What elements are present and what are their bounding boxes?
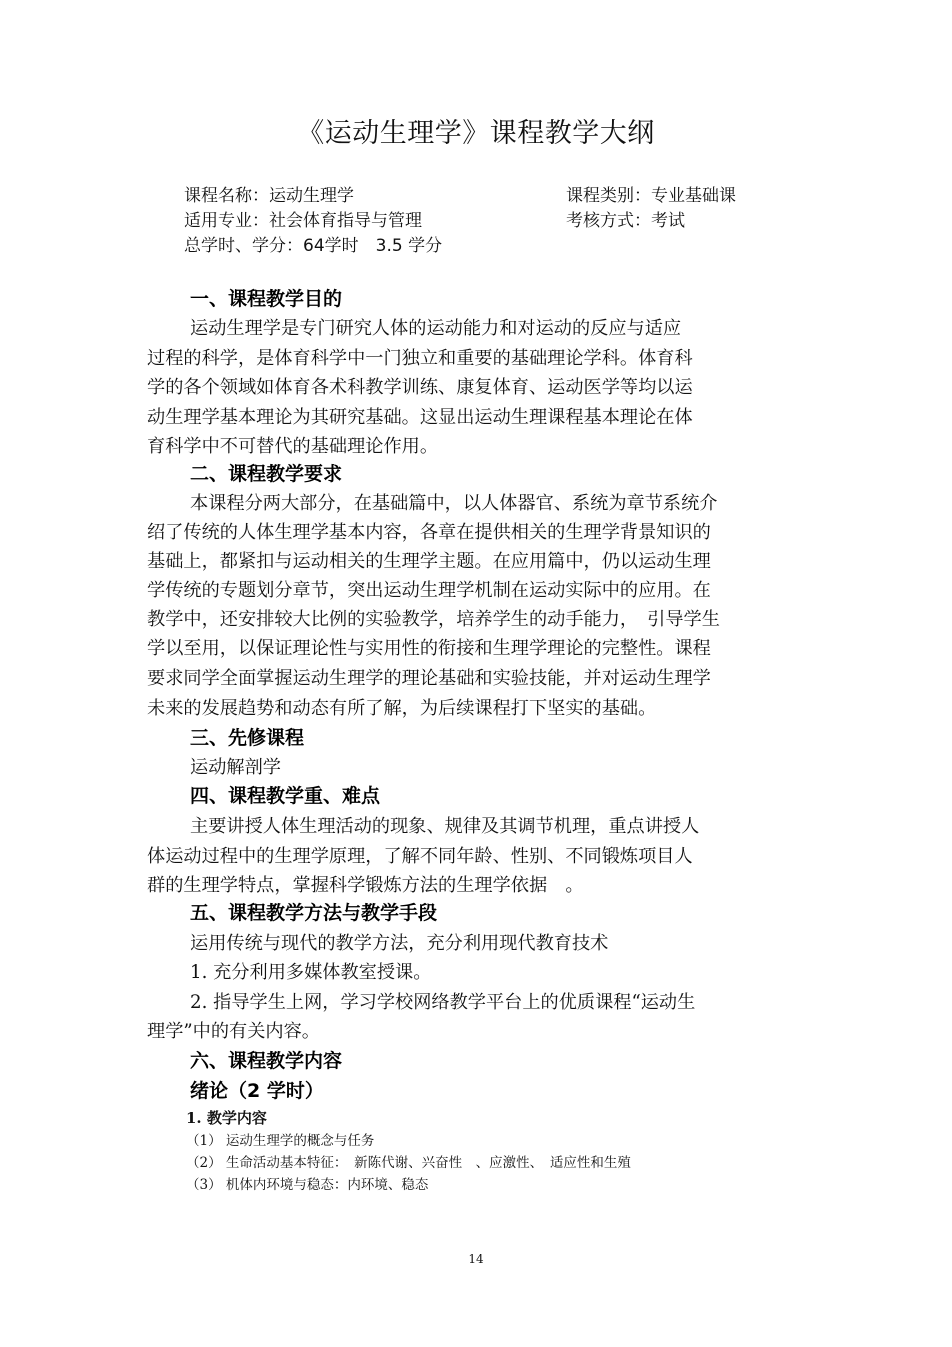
section-heading-methods: 五、课程教学方法与教学手段 <box>190 902 438 924</box>
paragraph-line: 运动生理学是专门研究人体的运动能力和对运动的反应与适应 <box>190 318 682 339</box>
paragraph-line: 教学中，还安排较大比例的实验教学，培养学生的动手能力， 引导学生 <box>147 609 720 630</box>
content-item: （3） 机体内环境与稳态：内环境、稳态 <box>186 1177 429 1193</box>
list-item: 2. 指导学生上网，学习学校网络教学平台上的优质课程“运动生 <box>190 992 696 1013</box>
paragraph-line: 过程的科学，是体育科学中一门独立和重要的基础理论学科。体育科 <box>147 348 693 369</box>
paragraph-line: 体运动过程中的生理学原理，了解不同年龄、性别、不同锻炼项目人 <box>147 846 693 867</box>
hours-credits: 总学时、学分：64学时 3.5 学分 <box>184 236 443 256</box>
paragraph-line: 未来的发展趋势和动态有所了解，为后续课程打下坚实的基础。 <box>147 698 657 719</box>
course-name: 课程名称：运动生理学 <box>184 186 354 206</box>
content-item: （2） 生命活动基本特征： 新陈代谢、兴奋性 、应激性、 适应性和生殖 <box>186 1155 631 1171</box>
document-title: 《运动生理学》课程教学大纲 <box>297 118 655 149</box>
paragraph-line: 运用传统与现代的教学方法，充分利用现代教育技术 <box>190 933 609 954</box>
assessment-method: 考核方式：考试 <box>566 211 685 231</box>
paragraph-line: 动生理学基本理论为其研究基础。这显出运动生理课程基本理论在体 <box>147 407 693 428</box>
section-heading-content: 六、课程教学内容 <box>190 1050 343 1072</box>
teaching-content-heading: 1. 教学内容 <box>186 1109 267 1127</box>
paragraph-line: 绍了传统的人体生理学基本内容，各章在提供相关的生理学背景知识的 <box>147 522 711 543</box>
paragraph-line: 学的各个领域如体育各术科教学训练、康复体育、运动医学等均以运 <box>147 377 693 398</box>
paragraph-line: 育科学中不可替代的基础理论作用。 <box>147 436 439 457</box>
paragraph-line: 基础上，都紧扣与运动相关的生理学主题。在应用篇中，仍以运动生理 <box>147 551 711 572</box>
paragraph-line: 本课程分两大部分，在基础篇中，以人体器官、系统为章节系统介 <box>190 493 718 514</box>
section-heading-purpose: 一、课程教学目的 <box>190 288 343 310</box>
prerequisite-course: 运动解剖学 <box>190 757 281 778</box>
content-item: （1） 运动生理学的概念与任务 <box>186 1133 375 1149</box>
page-number: 14 <box>468 1252 484 1266</box>
list-item: 1. 充分利用多媒体教室授课。 <box>190 962 432 983</box>
course-category: 课程类别：专业基础课 <box>566 186 736 206</box>
paragraph-line: 学以至用，以保证理论性与实用性的衔接和生理学理论的完整性。课程 <box>147 638 711 659</box>
subsection-introduction: 绪论（2 学时） <box>190 1080 324 1102</box>
applicable-major: 适用专业：社会体育指导与管理 <box>184 211 422 231</box>
paragraph-line: 要求同学全面掌握运动生理学的理论基础和实验技能，并对运动生理学 <box>147 668 711 689</box>
paragraph-line: 学传统的专题划分章节，突出运动生理学机制在运动实际中的应用。在 <box>147 580 711 601</box>
section-heading-requirements: 二、课程教学要求 <box>190 463 343 485</box>
paragraph-line: 群的生理学特点，掌握科学锻炼方法的生理学依据 。 <box>147 875 584 896</box>
section-heading-prerequisites: 三、先修课程 <box>190 727 305 749</box>
paragraph-line: 主要讲授人体生理活动的现象、规律及其调节机理，重点讲授人 <box>190 816 700 837</box>
section-heading-key-points: 四、课程教学重、难点 <box>190 785 381 807</box>
paragraph-line: 理学”中的有关内容。 <box>147 1021 320 1042</box>
